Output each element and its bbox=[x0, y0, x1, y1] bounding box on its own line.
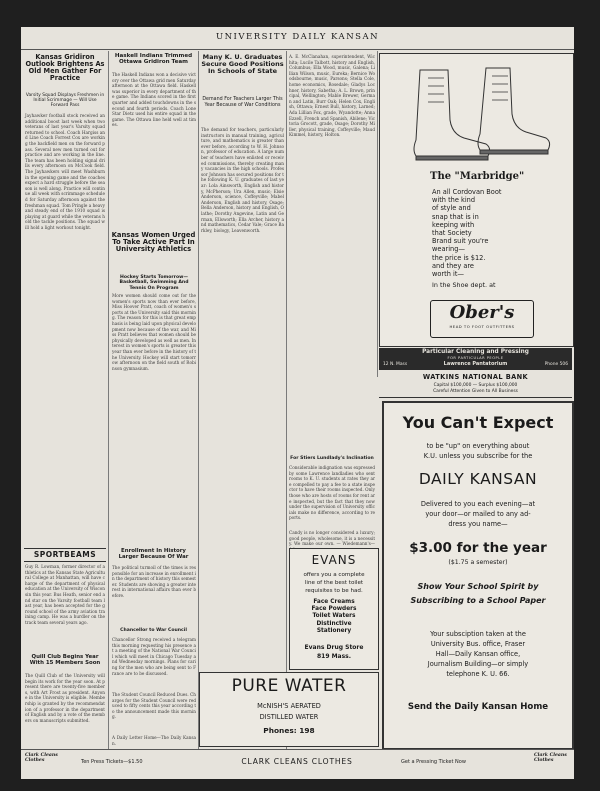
evans-line-1: offers you a complete bbox=[303, 572, 365, 578]
subscription-advertisement bbox=[382, 401, 574, 750]
subscription-line-5: dress you name— bbox=[448, 520, 508, 528]
column-rule bbox=[286, 51, 287, 749]
evans-title: EVANS bbox=[311, 553, 357, 567]
pantatorium-phone: Phone 506 bbox=[544, 362, 568, 367]
footer-center-text: CLARK CLEANS CLOTHES bbox=[241, 757, 353, 766]
bank-title: WATKINS NATIONAL BANK bbox=[422, 373, 529, 381]
bank-tagline: Careful Attention Given to All Business bbox=[433, 389, 518, 394]
quill-club-headline: Quill Club Begins Year With 15 Members Soon bbox=[29, 654, 101, 666]
evans-store-name: Evans Drug Store bbox=[304, 644, 364, 651]
landlady-headline: For Stiers Lundlady's Inclination bbox=[290, 456, 374, 461]
subscription-line-1: to be "up" on everything about bbox=[426, 442, 530, 450]
column-rule bbox=[108, 51, 109, 749]
women-athletics-story: More women should come out for the women's sports now than ever before, Miss Hoover Pratt, coach of women's sports at the University said this morning. The reason for this is that great emphasis is being laid upon physical development now because of the war, and Miss Pratt believes that women should be physically developed as well as men. Interest in women's sports is greater this year than ever before in the history of the University. Hockey will start tomorrow afternoon on the field south of Robinson gymnasium. bbox=[112, 293, 197, 371]
haskell-headline: Haskell Indians Trimmed Ottawa Gridiron Team bbox=[114, 53, 193, 65]
subscription-line-8: Hall—Daily Kansan office, bbox=[435, 650, 521, 658]
women-athletics-subhead: Hockey Starts Tomorrow—Basketball, Swimming And Tennis On Program bbox=[119, 275, 189, 291]
graduates-story: The demand for teachers, particularly instructors in manual training, agriculture, and mathematics is greater than ever before, according to W. H. Johnson, professor of education. A large number of teachers have enlisted or received commissions, thereby creating many vacancies in the high schools. Professor Johnson has secured positions for the following K. U. graduates of last year: Lola Ainsworth, English and history, McPherson; Ura Allen, music; Elsie Anderson, science, Coffeyville; Mabel Anderson, English and history, Osage; Bella Anderson, history and English, Olathe; Dorothy Angevine, Latin and German, Ellsworth; Ella Archer, history and mathematics, Cedar Vale; Grace Barkley, biology, Leavenworth. bbox=[201, 127, 284, 233]
pantatorium-subtitle: FOR PARTICULAR PEOPLE bbox=[447, 356, 504, 360]
column-rule bbox=[377, 51, 378, 377]
obers-tagline: HEAD TO FOOT OUTFITTERS bbox=[449, 324, 515, 329]
graduates-list-continued: A. E. McClanahan, superintendent, Wichita; Lucile Talbott, history and English, Columbus; Ella Wood, music, Galena; Lillian Wilson, music, Eureka; Bernice Woodsbourne, music, Parsons; Stella Cole, home economics, Rosedale; Gladys Lochner, history, Sabetha; A. L. Brown, principal, Wellington; Mable Brewer, German and Latin, Burr Oak; Helen Cox, English, Ottawa; Ernest Bull, history, Larned; Ada Lillian Fox, grade, Wyandotte; Anna Ezzell, French and Spanish, Abilene; Victoria Grocott, grade, Osage; Dorothy Miller, physical training, Coffeyville; Maud Kimmel, history, Holton. bbox=[289, 54, 375, 138]
bank-capital: Capital $100,000 — Surplus $100,000 bbox=[433, 383, 518, 388]
chancellor-title: Chancellor to War Council bbox=[120, 628, 187, 633]
quill-club-story: The Quill Club of the University will begin its work for the year soon. At present there are twenty-five members, with Art Frost as president. Anyone in the University is eligible. Membership is granted by the recommendation of a professor in the department of English and by a vote of the members on manuscripts submitted. bbox=[25, 673, 105, 723]
landlady-story: Considerable indignation was expressed by some Lawrence landladies who sent rooms to K. U. students at rates they are compelled to pay a fee to a state inspector to have their rooms inspected. Only those who are hosts of rooms for rent are inspected, but the fact that they now under the supervision of University officials make no difference, according to reports. bbox=[289, 465, 375, 521]
subscription-line-3: Delivered to you each evening—at bbox=[420, 500, 536, 508]
student-council-story: The Student Council Reduced Dues. Charges for the Student Council were reduced to fifty cents this year according to the announcement made this morning. bbox=[112, 692, 196, 720]
water-advertisement bbox=[199, 672, 379, 747]
column-rule bbox=[198, 51, 199, 749]
footer-right-logo: Clark Cleans Clothes bbox=[534, 753, 567, 763]
water-line-2: DISTILLED WATER bbox=[259, 713, 319, 721]
evans-advertisement bbox=[289, 548, 379, 670]
evans-address: 819 Mass. bbox=[316, 653, 352, 660]
boot-illustration bbox=[400, 60, 555, 178]
pantatorium-name: Lawrence Pantatorium bbox=[443, 361, 508, 367]
bank-advertisement bbox=[379, 373, 572, 398]
chancellor-story: Chancellor Strong received a telegram this morning requesting his presence at a meeting of the National War Council which will meet in Chicago Tuesday and Wednesday mornings. Plans for caring for the men who are being sent to France are to be discussed. bbox=[112, 637, 196, 676]
football-story: Jayhawker football stock received an additional boost last week when two veterans of last year's Varsity squad returned to school. Coach Hargiss and Line Coach Forrest Cox are working the backfield men on the forward pass. Several new men turned out for practice and are working in the line. The team has been holding signal drills every afternoon on McCook field. The Jayhawkers will meet Washburn in the opening game and the coaches expect a hard struggle before the season is well along. Practice will continue all week with scrimmage scheduled for Saturday afternoon against the freshman squad. Tom Pringle a heavy and steady end of the 1910 squad is playing at guard while the veterans hold the tackle positions. The squad will hold a light workout tonight. bbox=[25, 113, 105, 230]
subscription-send-home: Send the Daily Kansan Home bbox=[407, 702, 549, 712]
daily-letter-note: A Daily Letter Home—The Daily Kansan. bbox=[112, 735, 196, 746]
subscription-paper-name: DAILY KANSAN bbox=[418, 470, 538, 488]
pantatorium-title: Particular Cleaning and Pressing bbox=[422, 349, 529, 355]
pantatorium-address: 12 N. Mass bbox=[383, 362, 408, 367]
footer-right-text: Get a Pressing Ticket Now bbox=[401, 759, 466, 765]
footer-advertisement bbox=[21, 749, 574, 780]
masthead-title: UNIVERSITY DAILY KANSAN bbox=[215, 32, 380, 42]
enrollment-headline: Enrollment In History Larger Because Of War bbox=[118, 548, 189, 560]
footer-left-text: Ten Press Tickets—$1.50 bbox=[81, 759, 143, 765]
haskell-story: The Haskell Indians won a decisive victory over the Ottawa grid men Saturday afternoon at the Ottawa field. Haskell was superior in every department of the game. The Indians scored in the first quarter and added touchdowns in the second and fourth periods. Coach Lone Star Dietz used his entire squad in the game. The Ottawa line held well at times. bbox=[112, 72, 196, 128]
water-phone: Phones: 198 bbox=[263, 726, 315, 735]
subscription-line-7: University Bus. office, Fraser bbox=[430, 640, 526, 648]
shoe-department: In the Shoe dept. at bbox=[432, 281, 496, 289]
subscription-line-4: your door—or mailed to any ad- bbox=[425, 510, 531, 518]
shoe-advertisement bbox=[379, 53, 574, 347]
football-headline: Kansas Gridiron Outlook Brightens As Old Men Gather For Practice bbox=[25, 53, 105, 82]
sportbeams-title: SPORTBEAMS bbox=[33, 550, 97, 559]
women-athletics-headline: Kansas Women Urged To Take Active Part In University Athletics bbox=[111, 231, 196, 254]
evans-line-3: requisites to be had. bbox=[305, 588, 363, 594]
subscription-semester-price: ($1.75 a semester) bbox=[448, 559, 508, 566]
subscription-line-10: telephone K. U. 66. bbox=[446, 670, 510, 678]
football-subhead: Varsity Squad Displays Freshmen in Initial Scrimmage — Will Use Forward Pass bbox=[25, 93, 105, 109]
subscription-line-9: Journalism Building—or simply bbox=[427, 660, 529, 668]
masthead bbox=[21, 27, 574, 50]
shoe-copy: An all Cordovan Boot with the kind of style and snap that is in keeping with that Society Brand suit you're wearing— the price is $12. and they are worth it— bbox=[432, 188, 502, 279]
subscription-line-2: K.U. unless you subscribe for the bbox=[423, 452, 533, 460]
obers-logo-text: Ober's bbox=[449, 302, 515, 323]
water-title: PURE WATER bbox=[231, 676, 347, 696]
newspaper-page bbox=[21, 27, 574, 779]
graduates-headline: Many K. U. Graduates Secure Good Positions In Schools of State bbox=[201, 53, 284, 75]
subscription-headline: You Can't Expect bbox=[402, 413, 554, 432]
subscription-spirit-2: Subscribing to a School Paper bbox=[410, 596, 546, 605]
obers-logo bbox=[430, 300, 534, 338]
graduates-subhead: Demand For Teachers Larger This Year Because of War Conditions bbox=[202, 97, 283, 108]
subscription-spirit-1: Show Your School Spirit by bbox=[417, 582, 539, 591]
subscription-price: $3.00 for the year bbox=[409, 540, 547, 556]
shoe-title: The "Marbridge" bbox=[430, 171, 525, 182]
evans-products: Face Creams Face Powders Toilet Waters Distinctive Stationery bbox=[311, 599, 357, 634]
enrollment-story: The political turmoil of the times is responsible for an increase in enrollment in the department of history this semester. Students are showing a greater interest in international affairs than ever before. bbox=[112, 565, 196, 598]
candy-advert: Candy is no longer considered a luxury; good people, wholesome, it is a necessity. We make our own. — Wiedemann's— bbox=[289, 530, 375, 547]
sportbeams-story: Guy R. Lowman, former director of athletics at the Kansas State Agricultural College at Manhattan, will have charge of the department of physical education at the University of Wisconsin this year. Bus Heath, senior end and star on the Varsity football team last year, has been accepted for the ground school of the army aviation training camp. He was a hurdler on the track team several years ago. bbox=[25, 564, 105, 625]
pantatorium-advertisement bbox=[379, 348, 572, 370]
subscription-line-6: Your subsciption taken at the bbox=[430, 630, 526, 638]
sportbeams-banner bbox=[24, 548, 106, 562]
footer-left-logo: Clark Cleans Clothes bbox=[25, 753, 58, 763]
water-line-1: McNISH'S AERATED bbox=[257, 702, 321, 710]
evans-line-2: line of the best toilet bbox=[304, 580, 364, 586]
